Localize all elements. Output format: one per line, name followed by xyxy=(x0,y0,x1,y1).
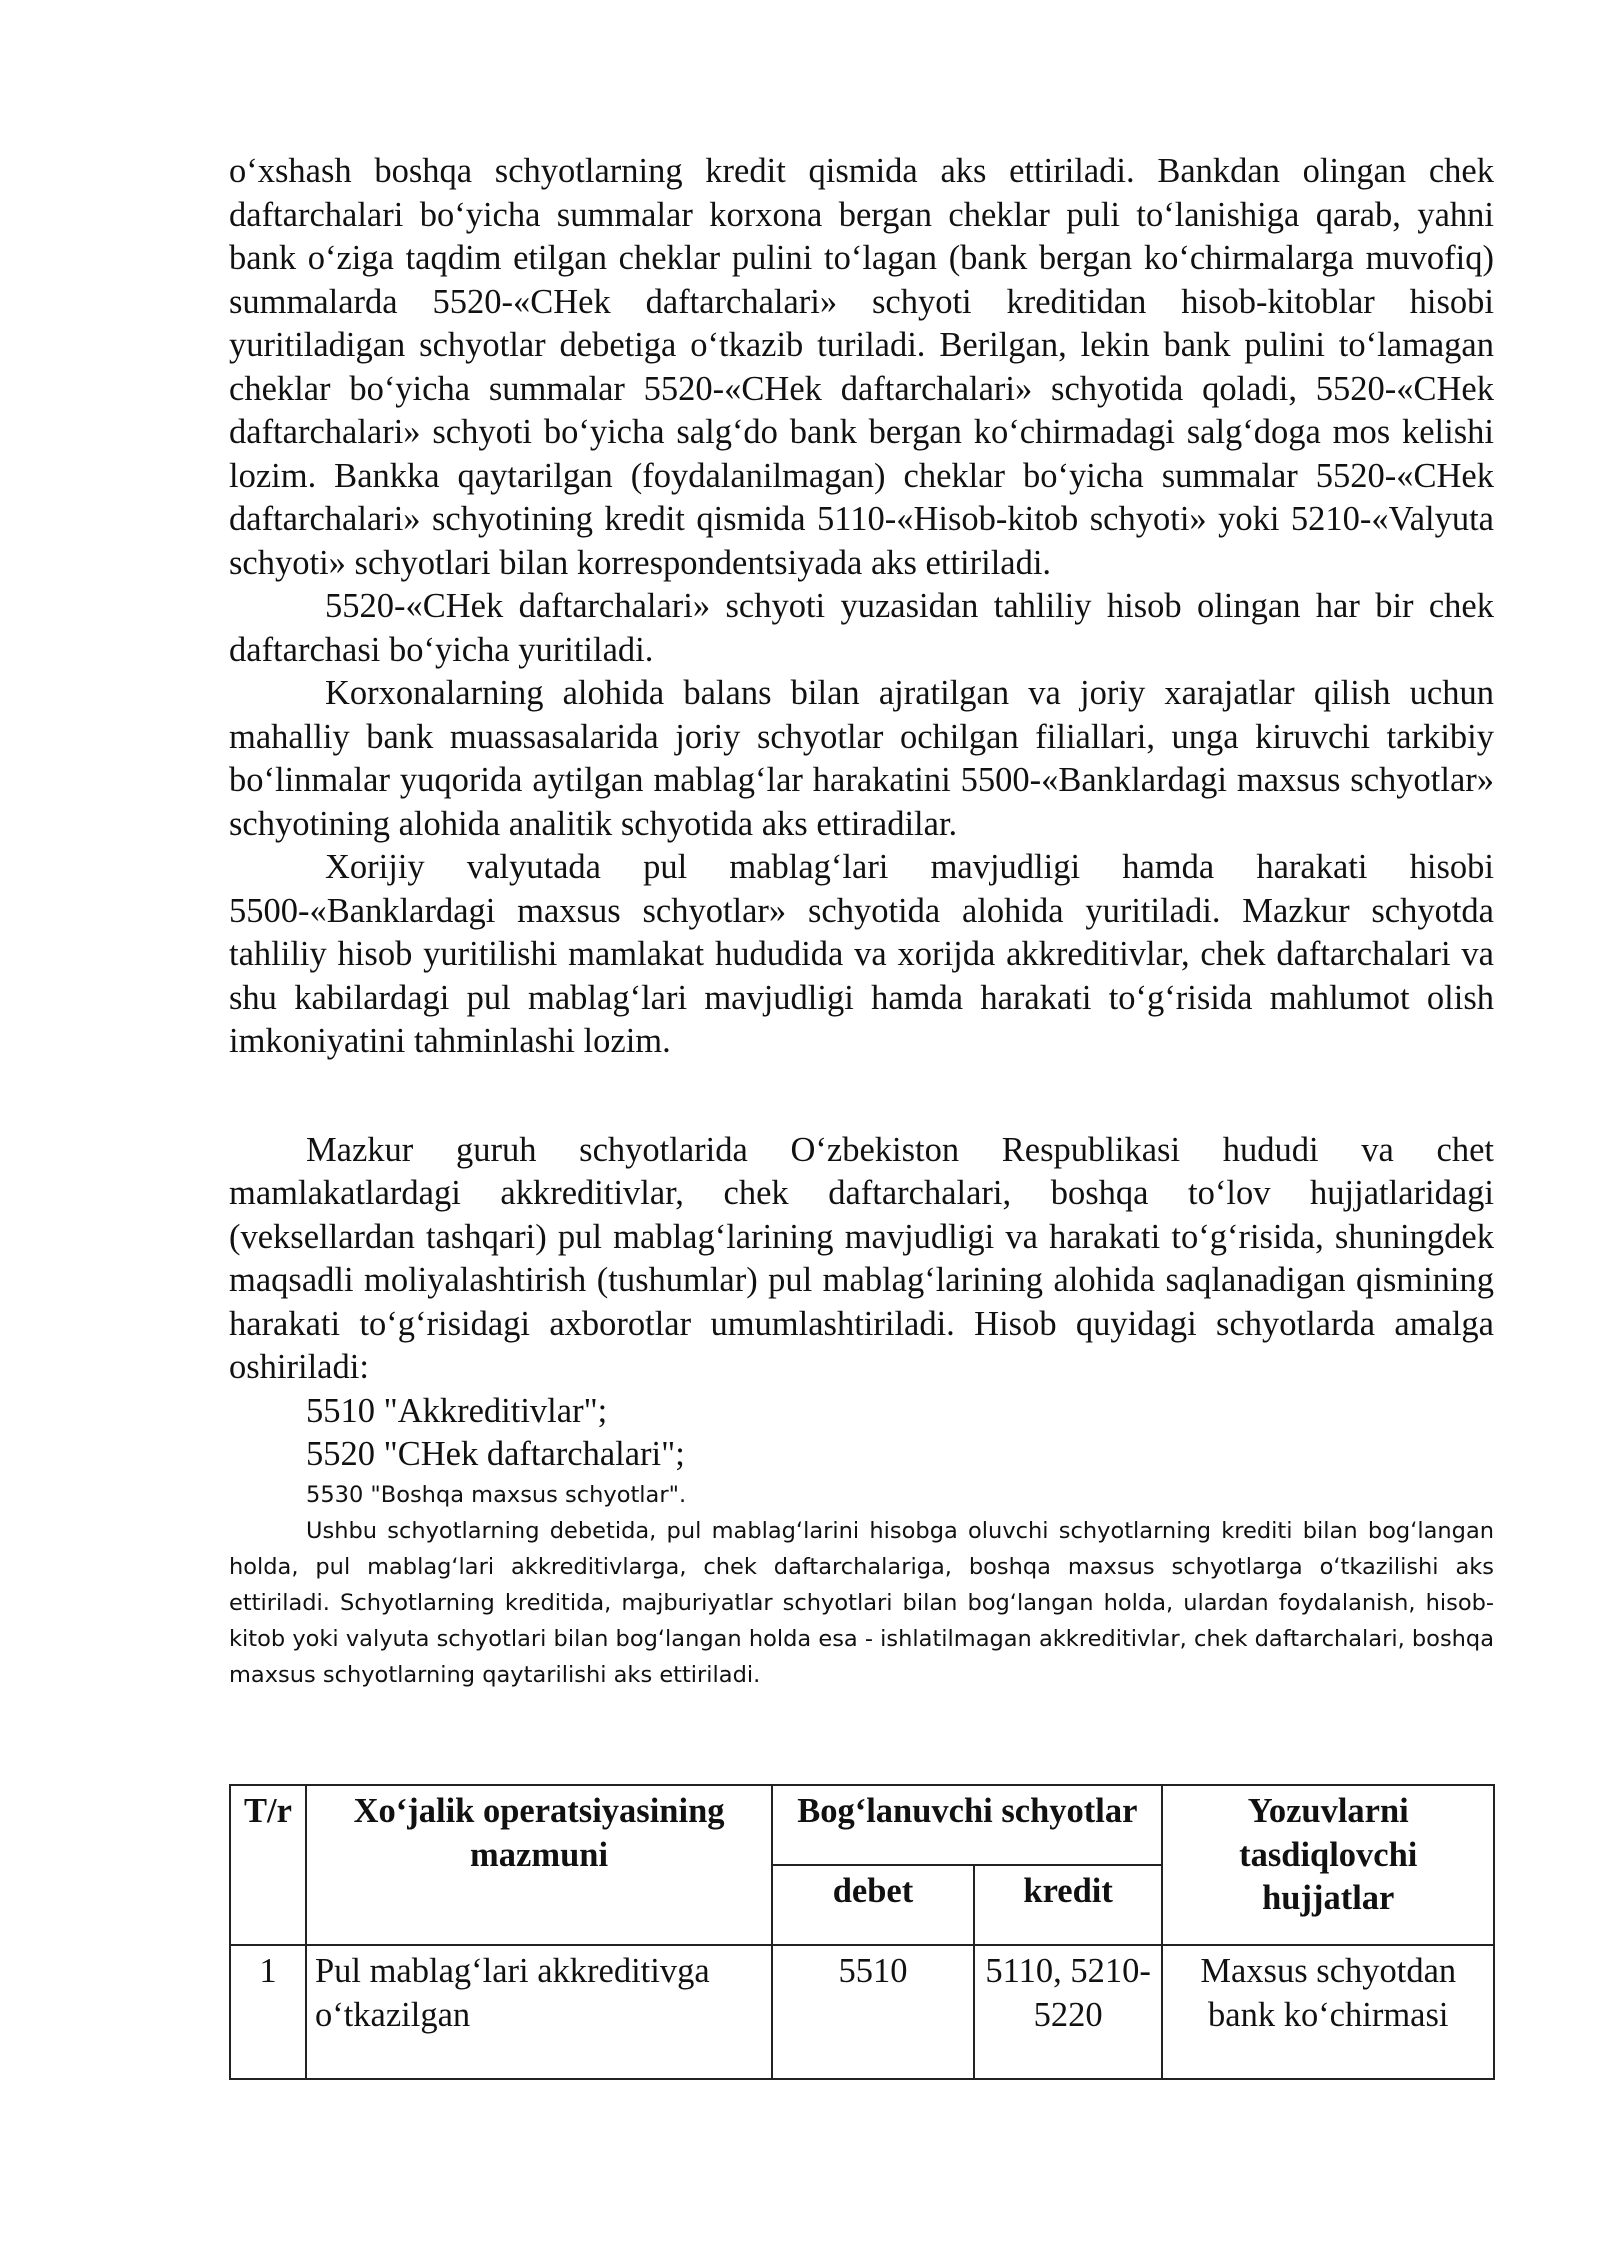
paragraph-foreign-currency: Xorijiy valyutada pul mablag‘lari mavjudligi hamda harakati hisobi 5500-«Banklardagi maxsus schyotlar» schyotida alohida yuritiladi. Mazkur schyotda tahliliy hisob yuritilishi mamlakat hududida va xorijda akkreditivlar, chek daftarchalari va shu kabilardagi pul mablag‘lari mavjudligi hamda harakati to‘g‘risida mahlumot olish imkoniyatini tahminlashi lozim. xyxy=(229,848,1494,1060)
header-supporting-documents: Yozuvlarni tasdiqlovchi hujjatlar xyxy=(1162,1785,1494,1945)
paragraph-analytic-accounting: 5520-«CHek daftarchalari» schyoti yuzasidan tahliliy hisob olingan har bir chek daftarchasi bo‘yicha yuritiladi. xyxy=(229,587,1494,669)
paragraph-debit-credit: Ushbu schyotlarning debetida, pul mablag‘larini hisobga oluvchi schyotlarning krediti bilan bog‘langan holda, pul mablag‘lari akkreditivlarga, chek daftarchalariga, boshqa maxsus schyotlarga o‘tkazilishi aks ettiriladi. Schyotlarning kreditida, majburiyatlar schyotlari bilan bog‘langan holda, ulardan foydalanish, hisob-kitob yoki valyuta schyotlari bilan bog‘langan holda esa - ishlatilmagan akkreditivlar, chek daftarchalari, boshqa maxsus schyotlarning qaytarilishi aks ettiriladi. xyxy=(229,1517,1494,1688)
operations-table xyxy=(229,1784,1495,2080)
cell-supporting-documents: Maxsus schyotdan bank ko‘chirmasi xyxy=(1162,1945,1494,2079)
header-tr: T/r xyxy=(230,1785,306,1945)
list-item-5530: 5530 "Boshqa maxsus schyotlar". xyxy=(306,1481,687,1508)
header-linked-accounts: Bog‘lanuvchi schyotlar xyxy=(772,1785,1162,1865)
cell-credit: 5110, 5210-5220 xyxy=(974,1945,1163,2079)
paragraph-account-group: Mazkur guruh schyotlarida O‘zbekiston Respublikasi hududi va chet mamlakatlardagi akkreditivlar, chek daftarchalari, boshqa to‘lov hujjatlaridagi (veksellardan tashqari) pul mablag‘larining mavjudligi va harakati to‘g‘risida, shuningdek maqsadli moliyalashtirish (tushumlar) pul mablag‘larining alohida saqlanadigan qismining harakati to‘g‘risidagi axborotlar umumlashtiriladi. Hisob quyidagi schyotlarda amalga oshiriladi: xyxy=(229,1130,1494,1386)
list-item-5510: 5510 "Akkreditivlar"; xyxy=(306,1391,608,1430)
cell-tr: 1 xyxy=(230,1945,306,2079)
list-item-5520: 5520 "CHek daftarchalari"; xyxy=(306,1435,685,1473)
document-body xyxy=(229,150,1494,1693)
paragraph-cheque-books-credit: o‘xshash boshqa schyotlarning kredit qismida aks ettiriladi. Bankdan olingan chek daftarchalari bo‘yicha summalar korxona bergan cheklar puli to‘lanishiga qarab, yahni bank o‘ziga taqdim etilgan cheklar pulini to‘lagan (bank bergan ko‘chirmalarga muvofiq) summalarda 5520-«CHek daftarchalari» schyoti kreditidan hisob-kitoblar hisobi yuritiladigan schyotlar debetiga o‘tkazib turiladi. Berilgan, lekin bank pulini to‘lamagan cheklar bo‘yicha summalar 5520-«CHek daftarchalari» schyotida qoladi, 5520-«CHek daftarchalari» schyoti bo‘yicha salg‘do bank bergan ko‘chirmadagi salg‘doga mos kelishi lozim. Bankka qaytarilgan (foydalanilmagan) cheklar bo‘yicha summalar 5520-«CHek daftarchalari» schyotining kredit qismida 5110-«Hisob-kitob schyoti» yoki 5210-«Valyuta schyoti» schyotlari bilan korrespondentsiyada aks ettiriladi. xyxy=(229,152,1494,582)
header-operation-content: Xo‘jalik operatsiyasining mazmuni xyxy=(306,1785,772,1945)
paragraph-branches: Korxonalarning alohida balans bilan ajratilgan va joriy xarajatlar qilish uchun mahalliy bank muassasalarida joriy schyotlar ochilgan filiallari, unga kiruvchi tarkibiy bo‘linmalar yuqorida aytilgan mablag‘lar harakatini 5500-«Banklardagi maxsus schyotlar» schyotining alohida analitik schyotida aks ettiradilar. xyxy=(229,674,1494,843)
table-row xyxy=(230,1945,1494,2079)
header-debit: debet xyxy=(772,1865,974,1945)
spacer xyxy=(229,1064,1494,1129)
cell-operation-content: Pul mablag‘lari akkreditivga o‘tkazilgan xyxy=(306,1945,772,2079)
cell-debit: 5510 xyxy=(772,1945,974,2079)
header-credit: kredit xyxy=(974,1865,1163,1945)
